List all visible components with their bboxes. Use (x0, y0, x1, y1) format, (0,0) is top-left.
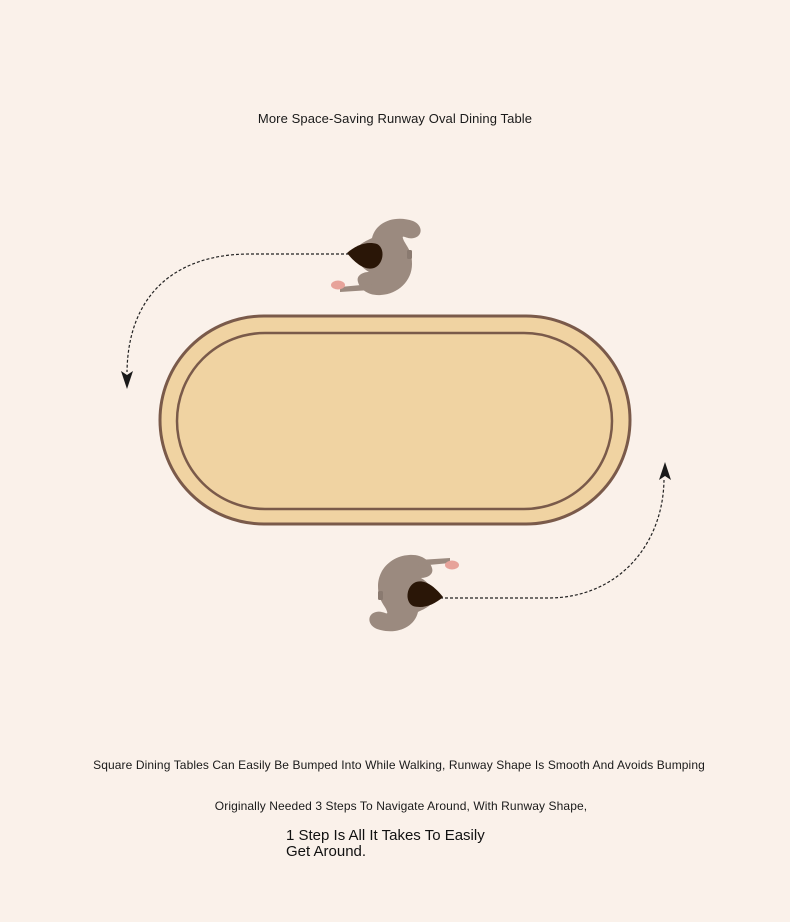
person-top-head (347, 243, 383, 269)
page-title: More Space-Saving Runway Oval Dining Table (257, 111, 533, 126)
person-bottom-head (407, 581, 443, 607)
caption-one-step: 1 Step Is All It Takes To Easily Get Around. (286, 827, 485, 860)
bottom-arrowhead (659, 462, 671, 480)
caption-steps: Originally Needed 3 Steps To Navigate Around, With Runway Shape, (214, 799, 588, 813)
person-bottom-figure (369, 555, 459, 631)
person-bottom-shoulder (378, 591, 383, 600)
caption-bumping: Square Dining Tables Can Easily Be Bumped Into While Walking, Runway Shape Is Smooth And Avoids Bumping (93, 758, 705, 772)
person-top-hand (331, 281, 345, 290)
person-bottom-hand (445, 561, 459, 570)
person-top-shoulder (407, 250, 412, 259)
table-outer (160, 316, 630, 524)
person-top-figure (331, 219, 421, 295)
top-arrowhead (121, 371, 133, 389)
